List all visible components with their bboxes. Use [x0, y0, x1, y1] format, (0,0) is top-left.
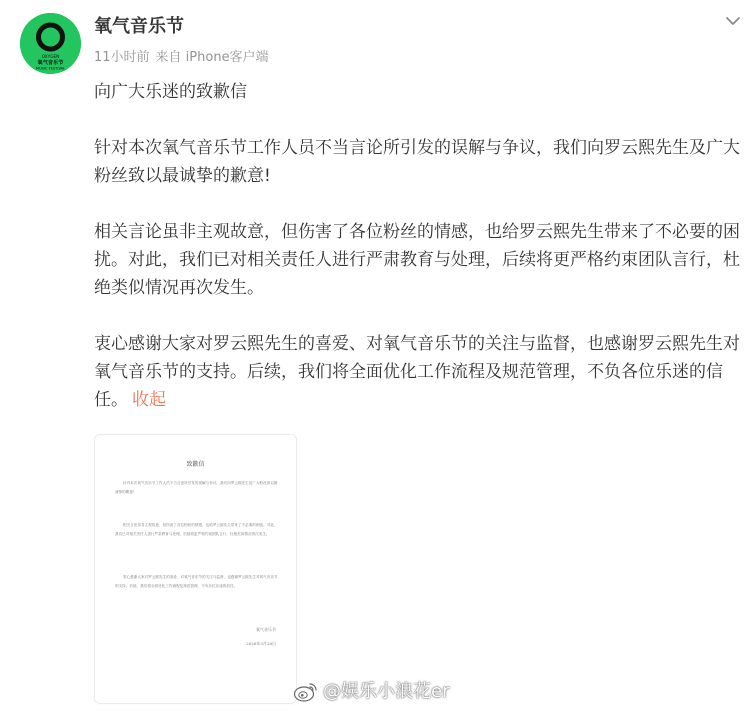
- weibo-logo-icon: [293, 681, 319, 703]
- oxygen-logo-icon: [20, 13, 81, 74]
- letter-title: 致歉信: [186, 461, 205, 468]
- chevron-down-icon[interactable]: [724, 12, 742, 30]
- post-time[interactable]: 11小时前: [94, 50, 150, 65]
- letter-paragraph: 衷心感谢大家对罗云熙先生的喜爱、对氧气音乐节的关注与监督，也感谢罗云熙先生对氧气音乐节的支持。后续，我们将全面优化工作流程及规范管理，不负各位乐迷的信任。: [115, 575, 278, 588]
- collapse-link[interactable]: 收起: [132, 390, 166, 410]
- avatar[interactable]: [20, 13, 81, 74]
- avatar-brand-line-3: MUSIC FESTIVAL: [35, 66, 66, 71]
- letter-paragraph: 相关言论虽非主观故意，但伤害了各位粉丝的情感，也给罗云熙先生带来了不必要的困扰。对此，我们已对相关责任人进行严肃教育与处理，后续将更严格约束团队言行，杜绝类似情况再次发生。: [115, 523, 278, 536]
- post-paragraph: [94, 330, 753, 414]
- letter-date: 2026年3月28日: [246, 641, 276, 646]
- letter-paragraph: 针对本次氧气音乐节工作人员不当言论所引发的误解与争议，我们向罗云熙先生及广大粉丝致以最诚挚的歉意!: [115, 481, 278, 494]
- watermark-text: @娱乐小浪花er: [323, 681, 450, 702]
- post-paragraph-text: 衷心感谢大家对罗云熙先生的喜爱、对氧气音乐节的关注与监督，也感谢罗云熙先生对氧气音乐节的支持。后续，我们将全面优化工作流程及规范管理，不负各位乐迷的信任。: [94, 334, 740, 410]
- post-headline: 向广大乐迷的致歉信: [94, 82, 247, 102]
- post-content: [94, 78, 753, 414]
- watermark: [293, 679, 449, 705]
- post-meta: [94, 48, 269, 68]
- post-paragraph: 相关言论虽非主观故意，但伤害了各位粉丝的情感，也给罗云熙先生带来了不必要的困扰。对此，我们已对相关责任人进行严肃教育与处理，后续将更严格约束团队言行，杜绝类似情况再次发生。: [94, 222, 740, 298]
- post-source: 来自 iPhone客户端: [155, 50, 269, 65]
- avatar-brand-line-1: OXYGEN: [41, 54, 60, 59]
- author-name[interactable]: 氧气音乐节: [94, 16, 184, 37]
- letter-image[interactable]: [94, 434, 297, 704]
- avatar-brand-line-2: 氧气音乐节: [37, 60, 64, 66]
- post-paragraph: 针对本次氧气音乐节工作人员不当言论所引发的误解与争议，我们向罗云熙先生及广大粉丝致以最诚挚的歉意!: [94, 138, 740, 186]
- letter-signature: 氧气音乐节: [256, 627, 276, 632]
